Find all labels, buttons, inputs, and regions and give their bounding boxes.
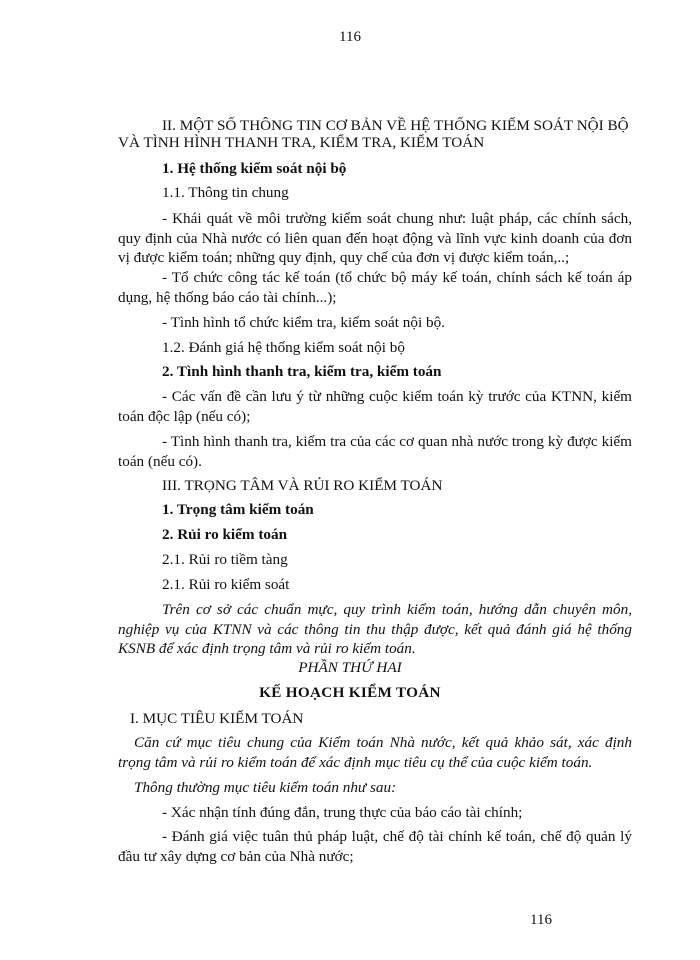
paragraph-previous-audits: - Các vấn đề cần lưu ý từ những cuộc kiểm toán kỳ trước của KTNN, kiểm toán độc lập (nếu có); (118, 388, 632, 425)
section-iii-title: III. TRỌNG TÂM VÀ RỦI RO KIỂM TOÁN (162, 477, 443, 494)
paragraph-state-inspections: - Tình hình thanh tra, kiểm tra của các cơ quan nhà nước trong kỳ được kiểm toán (nếu có). (118, 433, 632, 470)
heading-internal-control-system: 1. Hệ thống kiểm soát nội bộ (162, 160, 347, 177)
section-i-title: I. MỤC TIÊU KIỂM TOÁN (130, 710, 304, 727)
heading-inherent-risk: 2.1. Rủi ro tiềm tàng (162, 551, 288, 568)
paragraph-usual-objectives: Thông thường mục tiêu kiểm toán như sau: (134, 779, 397, 796)
paragraph-accounting-organization: - Tổ chức công tác kế toán (tổ chức bộ máy kế toán, chính sách kế toán áp dụng, hệ thống báo cáo tài chính...); (118, 269, 632, 306)
page-number-top: 116 (339, 29, 361, 45)
paragraph-evaluate-compliance: - Đánh giá việc tuân thủ pháp luật, chế độ tài chính kế toán, chế độ quản lý đầu tư xây dựng cơ bản của Nhà nước; (118, 828, 632, 865)
paragraph-audit-objectives-basis: Căn cứ mục tiêu chung của Kiểm toán Nhà nước, kết quả khảo sát, xác định trọng tâm và rủi ro kiểm toán để xác định mục tiêu cụ thể của cuộc kiểm toán. (118, 734, 632, 771)
section-ii-title-line1: II. MỘT SỐ THÔNG TIN CƠ BẢN VỀ HỆ THỐNG KIỂM SOÁT NỘI BỘ (162, 117, 629, 134)
heading-inspection-audit-status: 2. Tình hình thanh tra, kiểm tra, kiểm toán (162, 363, 442, 380)
part-two-title: KẾ HOẠCH KIỂM TOÁN (259, 684, 441, 701)
paragraph-confirm-financial-statements: - Xác nhận tính đúng đắn, trung thực của báo cáo tài chính; (162, 804, 523, 821)
heading-control-risk: 2.1. Rủi ro kiểm soát (162, 576, 290, 593)
heading-general-information: 1.1. Thông tin chung (162, 184, 289, 201)
heading-audit-focus: 1. Trọng tâm kiểm toán (162, 501, 314, 518)
heading-internal-control-assessment: 1.2. Đánh giá hệ thống kiểm soát nội bộ (162, 339, 405, 356)
section-ii-title-line2: VÀ TÌNH HÌNH THANH TRA, KIỂM TRA, KIỂM TOÁN (118, 134, 485, 151)
heading-audit-risk: 2. Rủi ro kiểm toán (162, 526, 288, 543)
paragraph-control-environment: - Khái quát về môi trường kiểm soát chung như: luật pháp, các chính sách, quy định của Nhà nước có liên quan đến hoạt động và lĩnh vực kinh doanh của đơn vị được kiểm toán; những quy định, quy chế của đơn vị được kiểm toán,..; (118, 210, 632, 266)
paragraph-internal-inspection: - Tình hình tổ chức kiểm tra, kiểm soát nội bộ. (162, 314, 445, 331)
part-two-label: PHẦN THỨ HAI (298, 659, 402, 676)
paragraph-audit-focus-basis: Trên cơ sở các chuẩn mực, quy trình kiểm toán, hướng dẫn chuyên môn, nghiệp vụ của KTNN và các thông tin thu thập được, kết quả đánh giá hệ thống KSNB để xác định trọng tâm và rủi ro kiểm toán. (118, 601, 632, 657)
page-number-bottom: 116 (530, 912, 552, 928)
